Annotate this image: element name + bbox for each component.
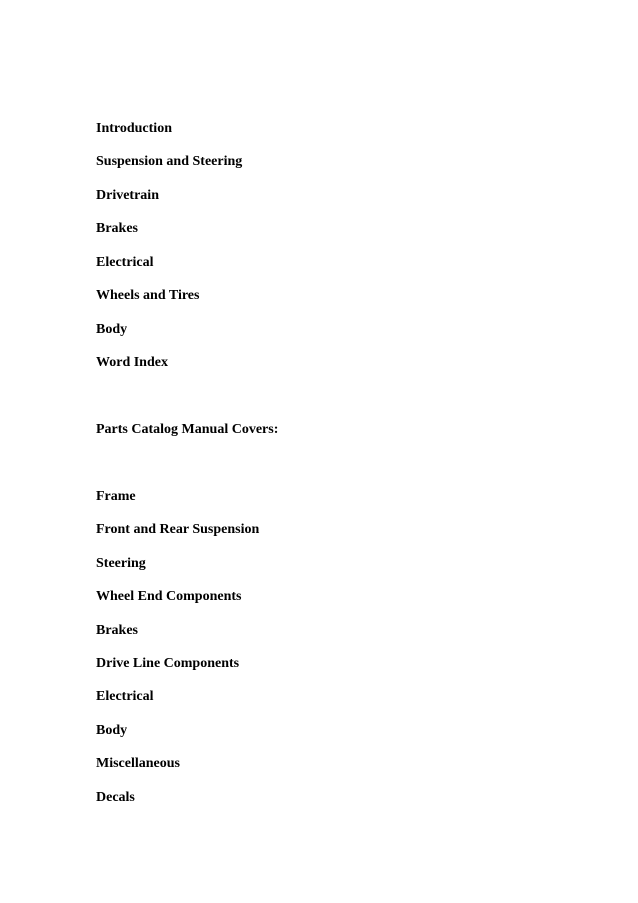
contents-item-wheels-tires: Wheels and Tires: [96, 288, 200, 303]
contents-item-introduction: Introduction: [96, 121, 172, 136]
contents-item-drivetrain: Drivetrain: [96, 188, 159, 203]
parts-item-frame: Frame: [96, 489, 136, 504]
contents-item-suspension-steering: Suspension and Steering: [96, 154, 243, 169]
parts-heading: Parts Catalog Manual Covers:: [96, 422, 279, 437]
contents-item-body: Body: [96, 322, 128, 337]
contents-item-brakes: Brakes: [96, 221, 138, 236]
parts-item-decals: Decals: [96, 790, 135, 805]
parts-item-steering: Steering: [96, 556, 146, 571]
parts-item-body: Body: [96, 723, 128, 738]
contents-item-electrical: Electrical: [96, 255, 154, 270]
parts-item-electrical: Electrical: [96, 689, 154, 704]
parts-item-brakes: Brakes: [96, 623, 138, 638]
parts-item-drive-line-components: Drive Line Components: [96, 656, 240, 671]
parts-item-miscellaneous: Miscellaneous: [96, 756, 180, 771]
parts-item-wheel-end-components: Wheel End Components: [96, 589, 242, 604]
contents-item-word-index: Word Index: [96, 355, 168, 370]
parts-item-front-rear-suspension: Front and Rear Suspension: [96, 522, 260, 537]
